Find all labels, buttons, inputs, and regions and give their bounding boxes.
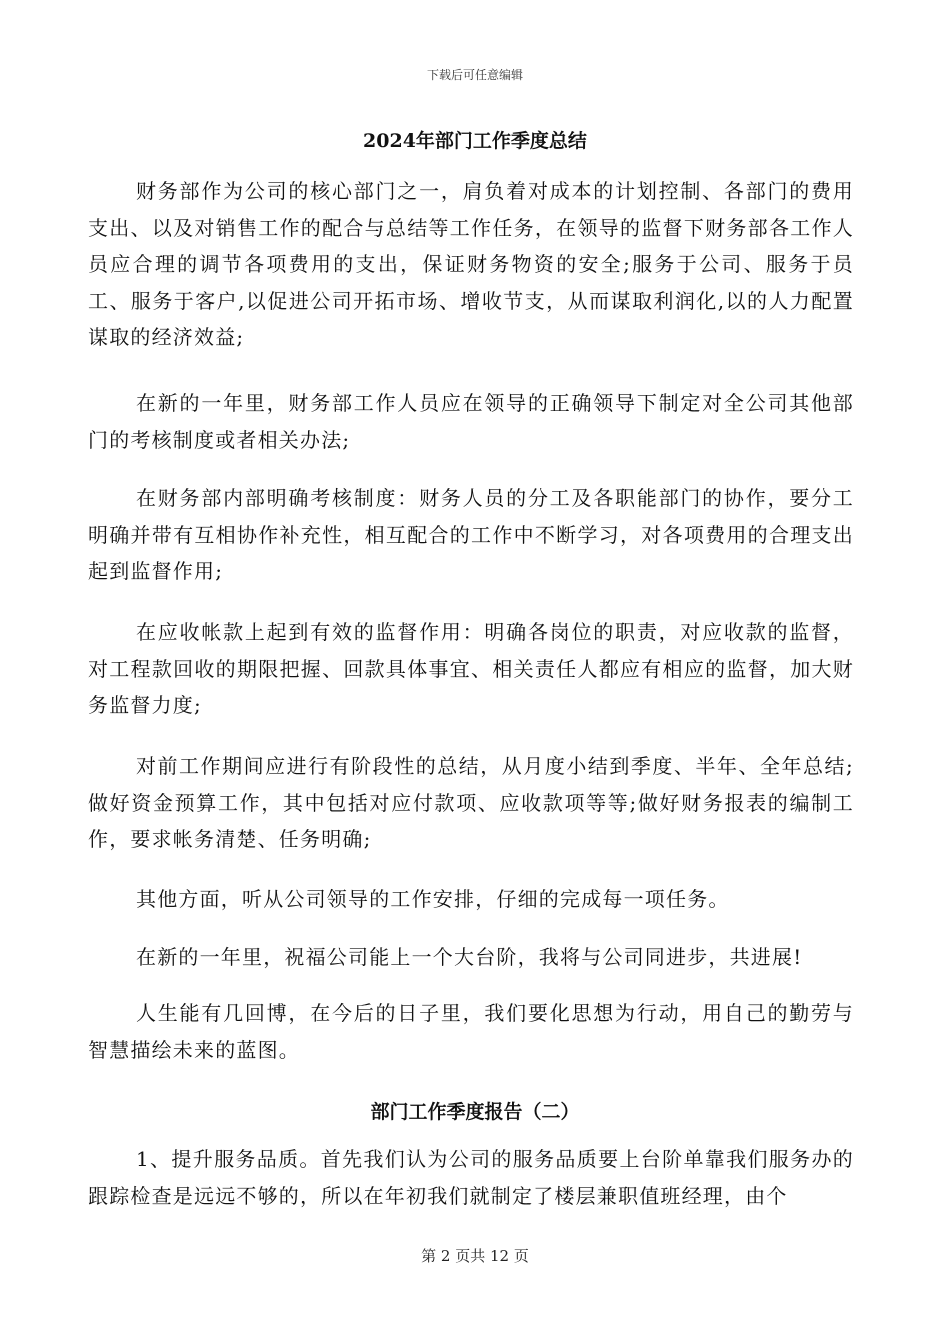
- paragraph: 在新的一年里，财务部工作人员应在领导的正确领导下制定对全公司其他部门的考核制度或者相关办法;: [88, 391, 854, 452]
- page-footer: 第 2 页共 12 页: [421, 1247, 529, 1265]
- paragraph: 财务部作为公司的核心部门之一，肩负着对成本的计划控制、各部门的费用支出、以及对销售工作的配合与总结等工作任务，在领导的监督下财务部各工作人员应合理的调节各项费用的支出，保证财务物资的安全;服务于公司、服务于员工、服务于客户,以促进公司开拓市场、增收节支，从而谋取利润化,以的人力配置谋取的经济效益;: [88, 179, 854, 349]
- section-title: 部门工作季度报告（二）: [370, 1101, 580, 1123]
- paragraph: 在财务部内部明确考核制度：财务人员的分工及各职能部门的协作，要分工明确并带有互相协作补充性，相互配合的工作中不断学习，对各项费用的合理支出起到监督作用;: [88, 486, 854, 583]
- paragraph: 人生能有几回博，在今后的日子里，我们要化思想为行动，用自己的勤劳与智慧描绘未来的蓝图。: [88, 1001, 854, 1062]
- document-title: 2024年部门工作季度总结: [363, 130, 587, 152]
- section-paragraph: 1、提升服务品质。首先我们认为公司的服务品质要上台阶单靠我们服务办的跟踪检查是远远不够的，所以在年初我们就制定了楼层兼职值班经理，由个: [88, 1147, 854, 1208]
- paragraph: 在应收帐款上起到有效的监督作用：明确各岗位的职责，对应收款的监督，对工程款回收的期限把握、回款具体事宜、相关责任人都应有相应的监督，加大财务监督力度;: [88, 620, 854, 717]
- paragraph: 对前工作期间应进行有阶段性的总结，从月度小结到季度、半年、全年总结;做好资金预算工作，其中包括对应付款项、应收款项等等;做好财务报表的编制工作，要求帐务清楚、任务明确;: [88, 754, 854, 851]
- paragraph: 其他方面，听从公司领导的工作安排，仔细的完成每一项任务。: [136, 887, 730, 911]
- header-note: 下载后可任意编辑: [426, 68, 523, 82]
- paragraph: 在新的一年里，祝福公司能上一个大台阶，我将与公司同进步，共进展!: [136, 945, 803, 969]
